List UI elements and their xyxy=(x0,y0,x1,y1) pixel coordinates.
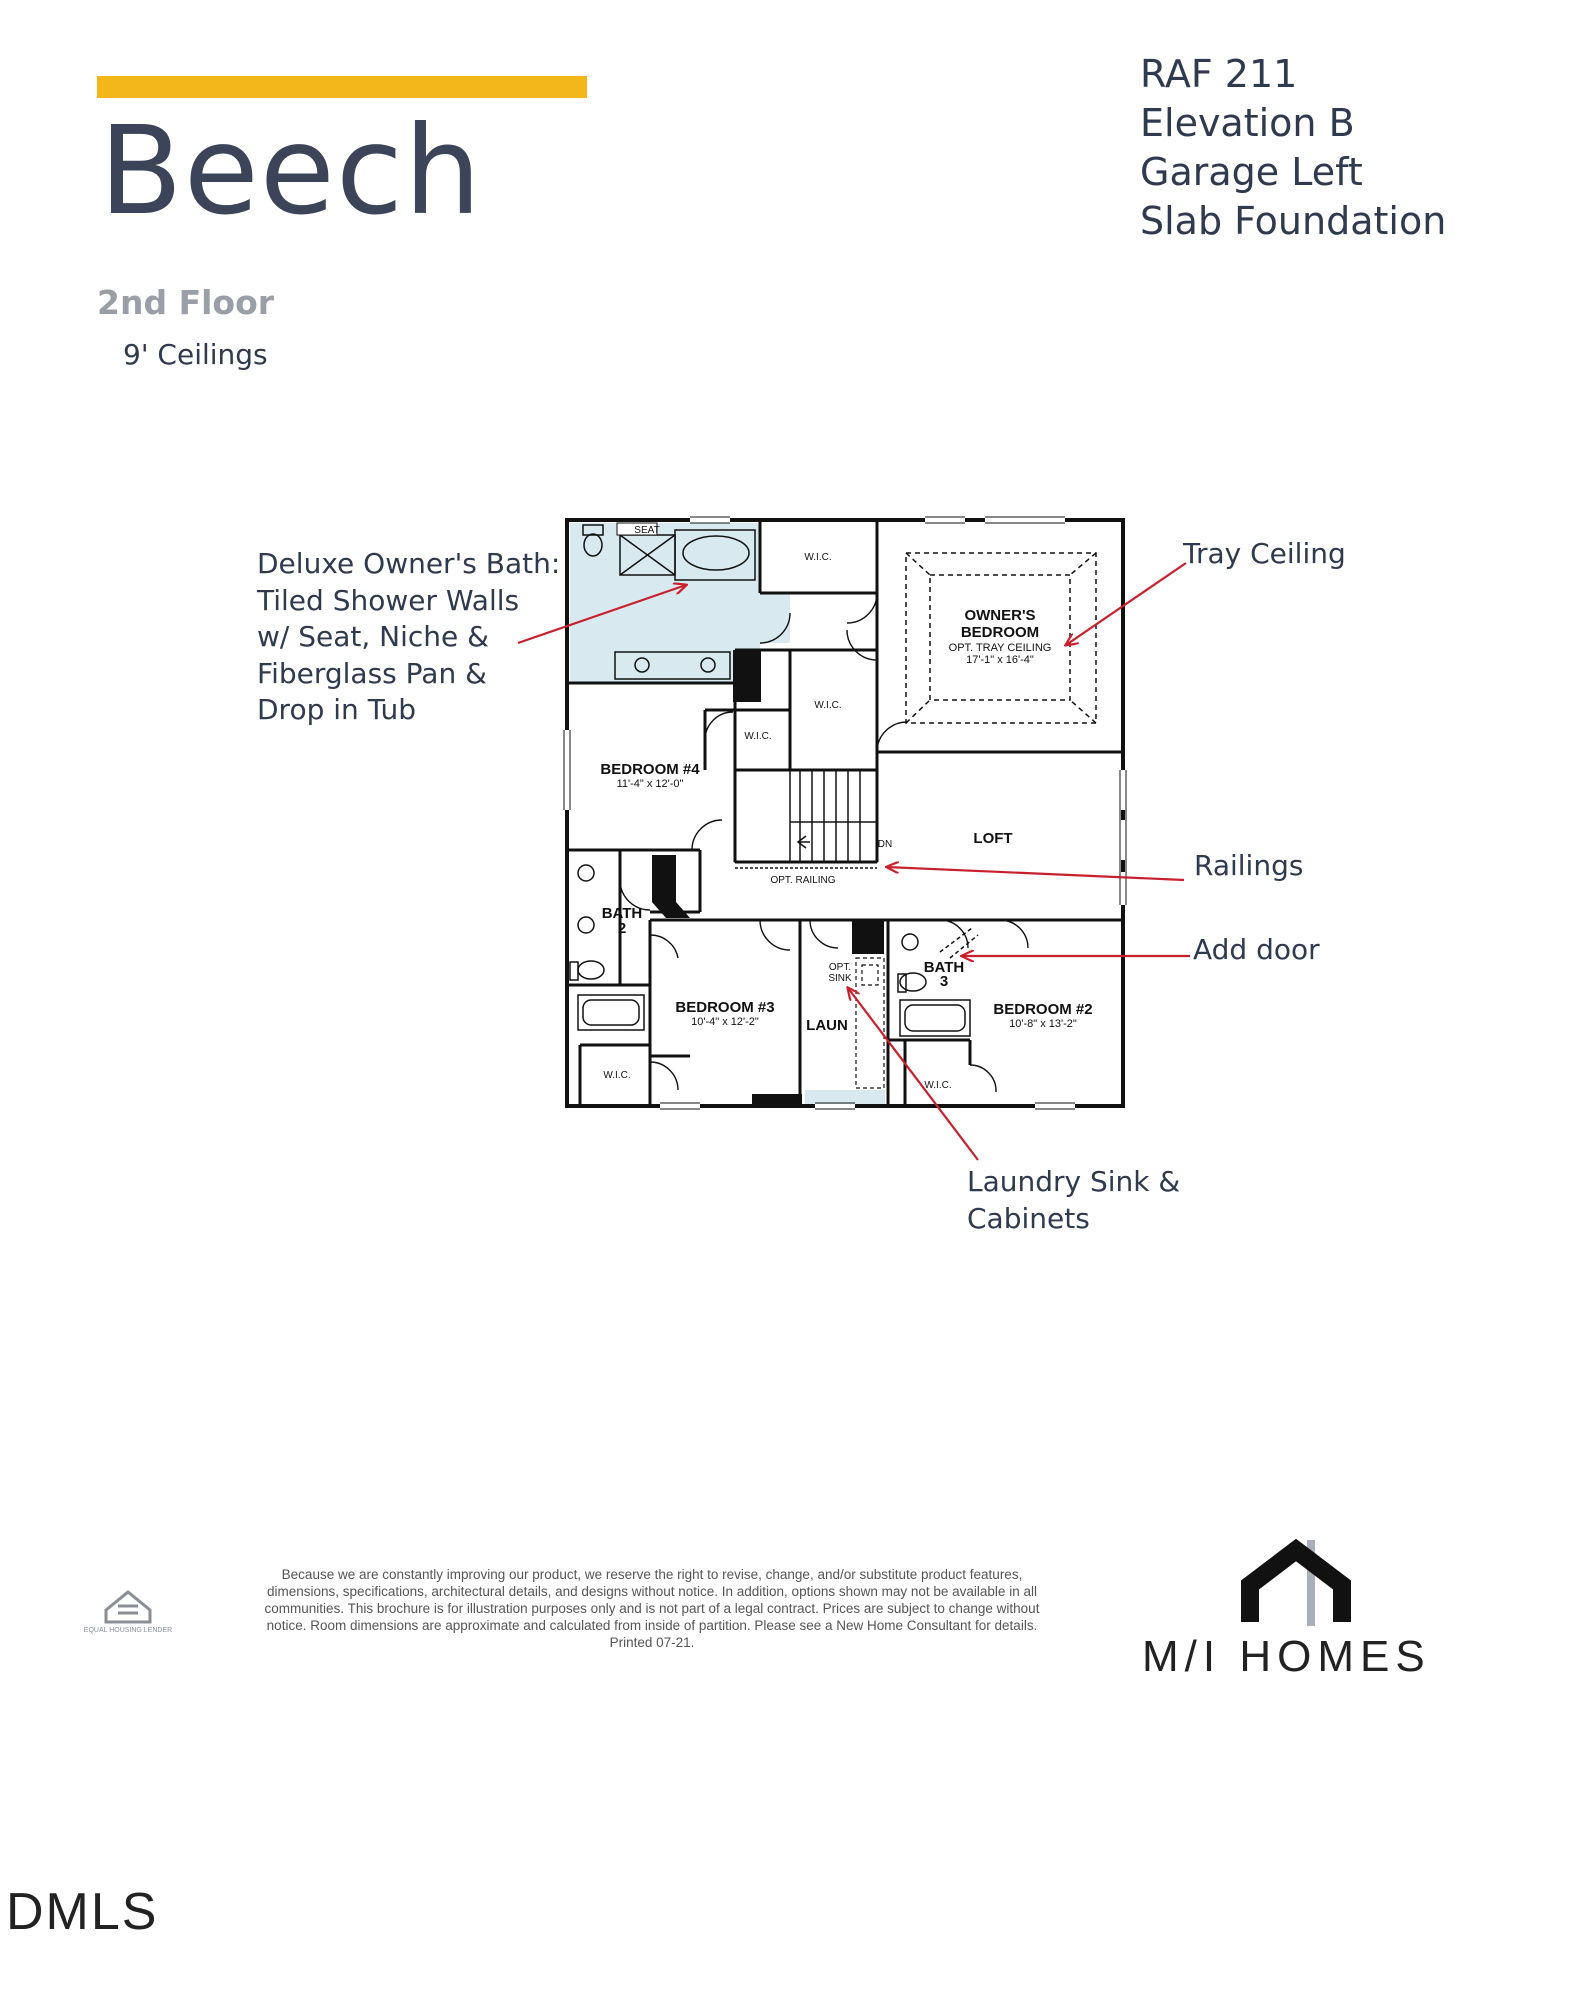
mi-homes-logo-icon xyxy=(1250,1540,1342,1626)
label-bedroom3: BEDROOM #3 xyxy=(675,999,775,1016)
callout-line: w/ Seat, Niche & xyxy=(257,620,489,653)
arrow-tray-ceiling xyxy=(1066,563,1186,645)
label-bath3-line1: BATH xyxy=(923,959,965,976)
stair-wall xyxy=(652,855,690,918)
meta-foundation: Slab Foundation xyxy=(1140,199,1447,243)
label-seat: SEAT xyxy=(634,525,660,536)
label-bedroom4-dim: 11'-4" x 12'-0" xyxy=(616,778,684,790)
label-bedroom2: BEDROOM #2 xyxy=(993,1001,1093,1018)
label-laun: LAUN xyxy=(806,1017,848,1034)
label-wic-owners-1: W.I.C. xyxy=(804,552,832,563)
callout-line: Drop in Tub xyxy=(257,693,417,726)
bath2-fixtures xyxy=(570,865,644,1030)
label-bath2-line1: BATH xyxy=(601,905,643,922)
meta-elevation: Elevation B xyxy=(1140,101,1355,145)
laundry-floor-strip xyxy=(805,1090,885,1104)
label-opt-sink-line2: SINK xyxy=(828,973,852,984)
owners-bath-area xyxy=(570,523,760,683)
label-wic-owners-2: W.I.C. xyxy=(814,700,842,711)
label-dn: DN xyxy=(877,839,893,850)
callout-line: Cabinets xyxy=(967,1201,1090,1235)
label-bedroom2-dim: 10'-8" x 13'-2" xyxy=(1009,1018,1077,1030)
chase-block xyxy=(852,920,884,954)
label-bedroom3-dim: 10'-4" x 12'-2" xyxy=(691,1016,759,1028)
label-owners-tray: OPT. TRAY CEILING xyxy=(948,642,1052,654)
mls-watermark: DMLS xyxy=(6,1883,159,1941)
callout-line: Tiled Shower Walls xyxy=(257,583,520,617)
meta-plan-code: RAF 211 xyxy=(1140,52,1298,96)
bath3-fixtures xyxy=(898,934,970,1036)
label-owners-dim: 17'-1" x 16'-4" xyxy=(966,654,1034,666)
chase-block xyxy=(733,650,761,702)
label-owners-bedroom-line1: OWNER'S xyxy=(964,607,1036,624)
ceiling-label: 9' Ceilings xyxy=(123,338,268,371)
floor-label: 2nd Floor xyxy=(97,283,275,322)
equal-housing-label: EQUAL HOUSING LENDER xyxy=(83,1627,173,1634)
laundry-cabinets xyxy=(856,958,884,1088)
label-bath3-line2: 3 xyxy=(939,973,949,990)
callout-tray-ceiling: Tray Ceiling xyxy=(1183,537,1346,570)
plan-title: Beech xyxy=(99,100,483,242)
callout-line: Deluxe Owner's Bath: xyxy=(257,547,561,580)
meta-garage: Garage Left xyxy=(1140,150,1363,194)
label-bath2-line2: 2 xyxy=(617,920,627,937)
callout-railings: Railings xyxy=(1194,849,1304,882)
label-bedroom4: BEDROOM #4 xyxy=(600,761,700,778)
label-opt-railing: OPT. RAILING xyxy=(770,875,836,886)
arrow-laundry xyxy=(848,988,978,1160)
callout-add-door: Add door xyxy=(1193,933,1320,966)
label-owners-bedroom-line2: BEDROOM xyxy=(960,624,1040,641)
label-wic-bed3: W.I.C. xyxy=(603,1070,631,1081)
add-door-swing xyxy=(940,928,978,958)
label-opt-sink-line1: OPT. xyxy=(828,962,852,973)
staircase xyxy=(735,770,877,868)
chase-block xyxy=(752,1094,802,1106)
callout-line: Laundry Sink & xyxy=(967,1165,1181,1198)
disclaimer: Because we are constantly improving our product, we reserve the right to revise, change, and/or substitute product features, dimensions, specifications, architectural details, and designs without notice. In addition, options shown may not be available in all communities. This brochure is for illustration purposes only and is not part of a legal contract. Prices are subject to change without notice. Room dimensions are approximate and calculated from inside of partition. Please see a New Home Consultant for details. Printed 07-21. xyxy=(264,1567,1040,1650)
owners-bath-area xyxy=(760,593,790,643)
equal-housing-icon xyxy=(106,1592,150,1622)
label-loft: LOFT xyxy=(973,830,1013,847)
callout-line: Fiberglass Pan & xyxy=(257,656,487,690)
brand-name: M/I HOMES xyxy=(1142,1632,1431,1681)
arrow-railings xyxy=(887,867,1184,880)
label-wic-bed4: W.I.C. xyxy=(744,731,772,742)
label-wic-bed2: W.I.C. xyxy=(924,1080,952,1091)
